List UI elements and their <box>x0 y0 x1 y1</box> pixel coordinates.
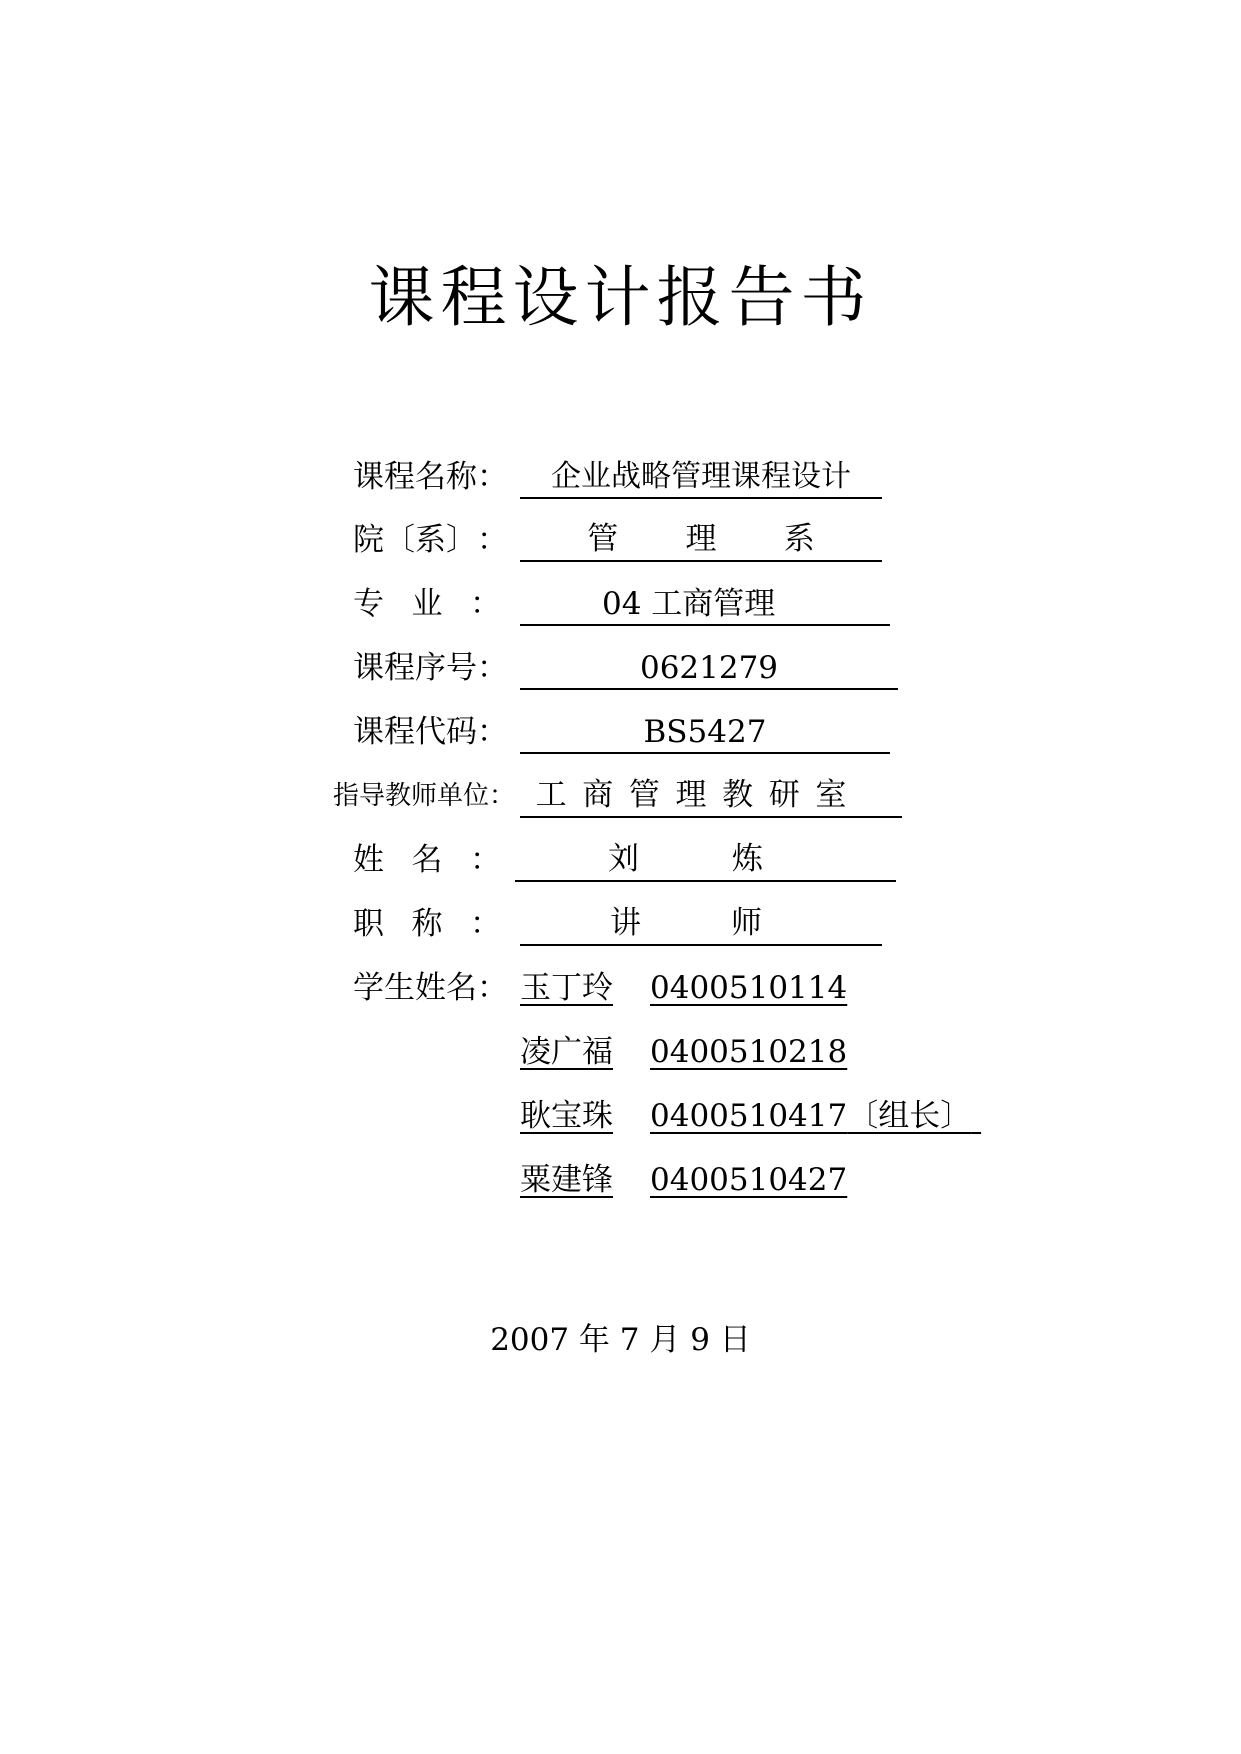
student-id: 0400510218 <box>650 1034 848 1070</box>
students-label: 学生姓名： <box>353 970 508 1006</box>
major-value: 04 工商管理 <box>520 582 890 626</box>
advisor-unit-value: 工 商 管 理 教 研 室 <box>520 774 902 818</box>
advisor-name-value: 刘 炼 <box>515 838 896 882</box>
student-id: 0400510114 <box>650 970 848 1006</box>
course-code-value: BS5427 <box>520 710 890 754</box>
document-title: 课程设计报告书 <box>368 259 873 336</box>
department-label: 院 〔系〕 ： <box>353 522 508 558</box>
student-id-with-note: 0400510417〔组长〕 <box>650 1098 972 1134</box>
major-label: 专 业 ： <box>353 586 501 622</box>
advisor-title-value: 讲 师 <box>520 902 882 946</box>
student-name: 耿宝珠 <box>520 1098 613 1134</box>
student-name: 玉丁玲 <box>520 970 613 1006</box>
advisor-title-label: 职 称 ： <box>353 906 501 942</box>
report-date: 2007 年 7 月 9 日 <box>490 1322 751 1358</box>
group-leader-note: 〔组长〕 <box>847 1098 972 1134</box>
advisor-unit-label: 指导教师单位： <box>333 781 516 811</box>
course-code-label: 课程代码： <box>353 714 508 750</box>
course-name-label: 课程名称： <box>353 459 508 495</box>
student-id: 0400510427 <box>650 1162 848 1198</box>
course-seq-value: 0621279 <box>520 646 898 690</box>
department-value: 管 理 系 <box>520 518 882 562</box>
advisor-name-label: 姓 名 ： <box>353 842 501 878</box>
student-name: 凌广福 <box>520 1034 613 1070</box>
student-name: 粟建锋 <box>520 1162 613 1198</box>
course-name-value: 企业战略管理课程设计 <box>520 455 882 499</box>
course-seq-label: 课程序号： <box>353 650 508 686</box>
